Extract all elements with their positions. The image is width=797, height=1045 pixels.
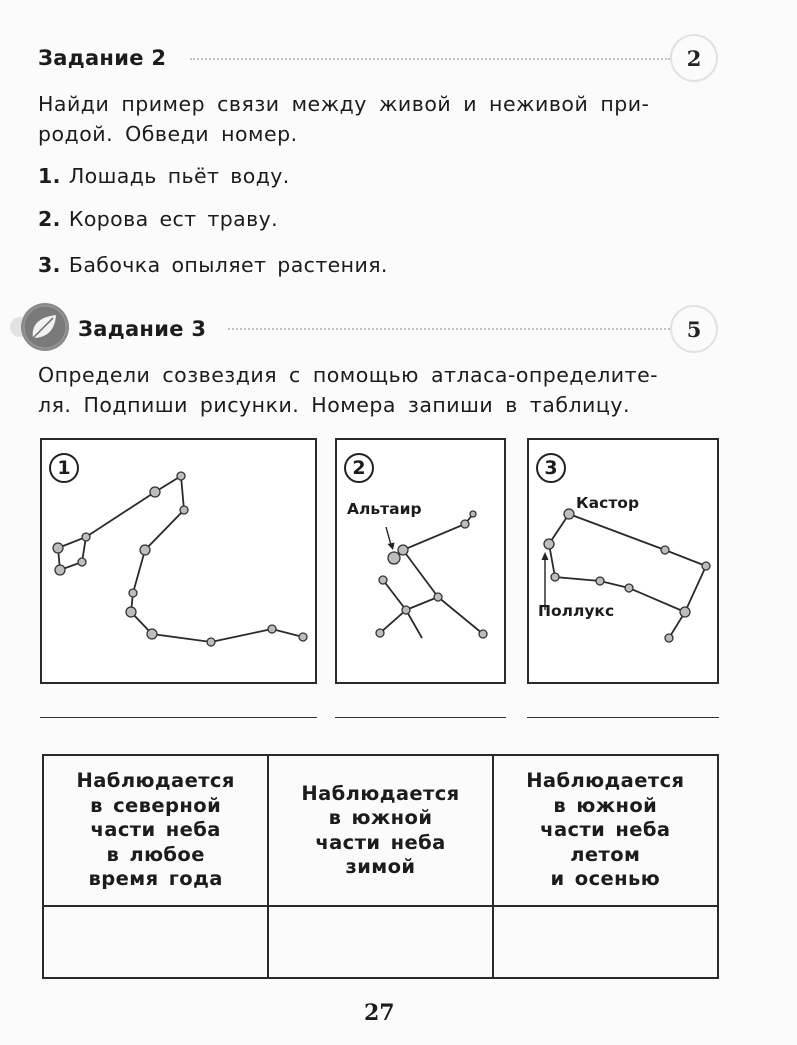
task2-instructions (38, 89, 738, 149)
task3-dotted-leader (228, 328, 670, 330)
option-number: 3. (38, 253, 61, 277)
panel-number: 2 (344, 453, 374, 483)
constellation-panel-2 (335, 438, 506, 684)
task2-option-3[interactable] (38, 253, 388, 277)
task2-option-2[interactable] (38, 207, 278, 231)
panel-number: 1 (49, 453, 79, 483)
star-label-pollux: Поллукс (538, 602, 615, 620)
constellation-1-drawing (42, 440, 319, 686)
task3-instructions (38, 360, 738, 420)
option-text: Корова ест траву. (68, 207, 279, 231)
task3-title: Задание 3 (78, 317, 207, 341)
task2-title: Задание 2 (38, 46, 167, 70)
option-text: Лошадь пьёт воду. (68, 164, 290, 188)
leaf-icon (0, 300, 75, 355)
task2-instructions-line2: родой. Обведи номер. (38, 122, 298, 146)
answer-line-3[interactable] (527, 717, 719, 718)
table-header-south-winter: Наблюдается в южной части неба зимой (268, 755, 492, 906)
table-answer-cell-3[interactable] (493, 906, 718, 978)
constellation-panel-3 (527, 438, 719, 684)
star-label-castor: Кастор (576, 494, 640, 512)
option-text: Бабочка опыляет растения. (68, 253, 388, 277)
answer-line-1[interactable] (40, 717, 317, 718)
task2-dotted-leader (190, 58, 670, 60)
table-answer-cell-1[interactable] (43, 906, 268, 978)
task2-option-1[interactable] (38, 164, 290, 188)
task3-instructions-line2: ля. Подпиши рисунки. Номера запиши в таблицу. (38, 393, 630, 417)
panel-number: 3 (536, 453, 566, 483)
table-header-north-any-time: Наблюдается в северной части неба в любое время года (43, 755, 268, 906)
task3-instructions-line1: Определи созвездия с помощью атласа-определите- (38, 363, 659, 387)
table-header-south-summer-autumn: Наблюдается в южной части неба летом и осенью (493, 755, 718, 906)
star-label-altair: Альтаир (347, 500, 422, 518)
option-number: 2. (38, 207, 61, 231)
option-number: 1. (38, 164, 61, 188)
page-number: 27 (364, 1000, 395, 1026)
task2-score: 2 (670, 34, 718, 82)
answer-table (42, 754, 719, 979)
constellation-panel-1 (40, 438, 317, 684)
task3-score: 5 (670, 305, 718, 353)
table-answer-cell-2[interactable] (268, 906, 492, 978)
task2-instructions-line1: Найди пример связи между живой и неживой при- (38, 92, 650, 116)
answer-line-2[interactable] (335, 717, 506, 718)
